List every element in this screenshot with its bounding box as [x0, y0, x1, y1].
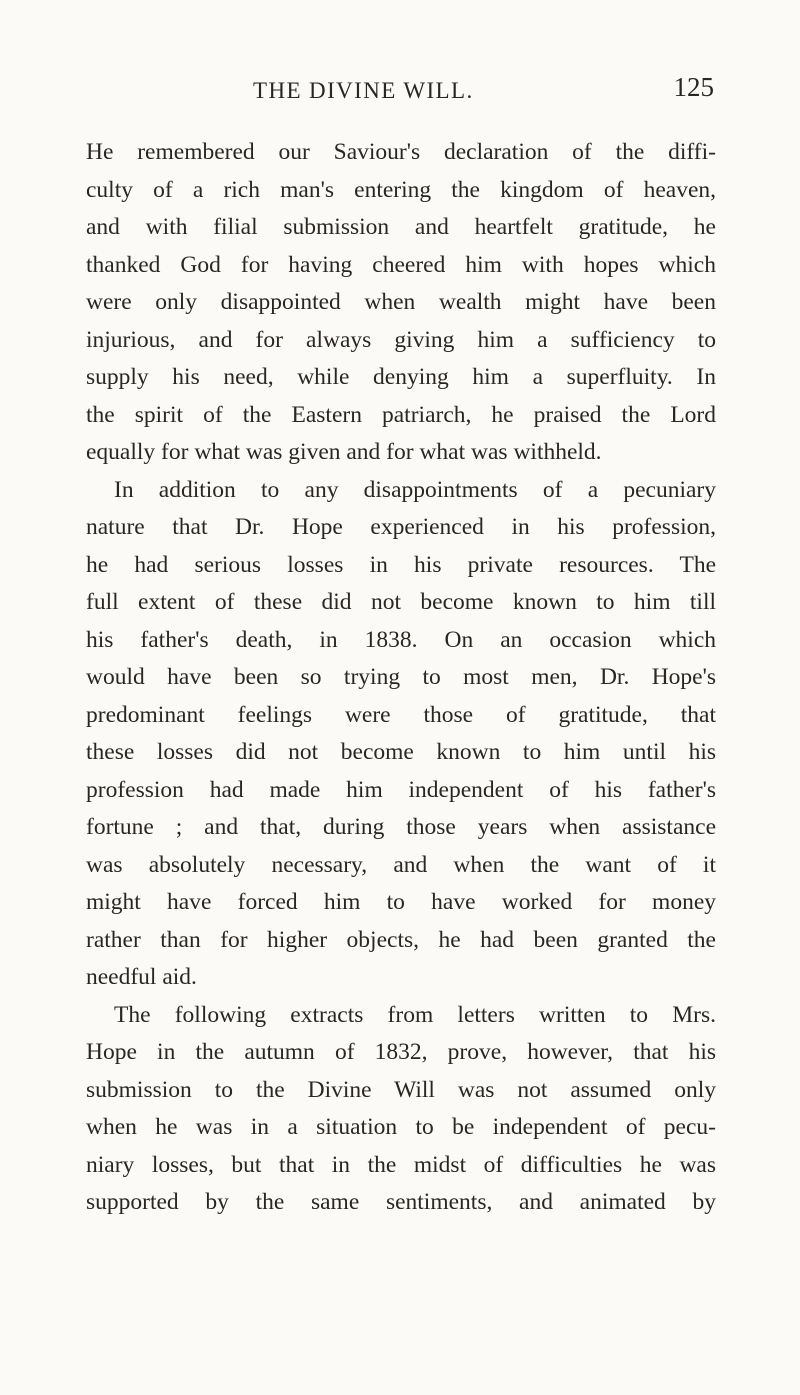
text-line: supply his need, while denying him a superfluity. In	[86, 364, 716, 390]
text-line: full extent of these did not become known to him till	[86, 589, 716, 615]
text-line: the spirit of the Eastern patriarch, he praised the Lord	[86, 401, 716, 428]
running-title: THE DIVINE WILL.	[253, 78, 474, 103]
text-line: needful aid.	[86, 964, 197, 990]
text-line: he had serious losses in his private resources. The	[86, 551, 716, 578]
text-line: thanked God for having cheered him with hopes which	[86, 251, 716, 278]
text-line: submission to the Divine Will was not assumed only	[86, 1076, 716, 1103]
text-line: injurious, and for always giving him a sufficiency to	[86, 326, 716, 353]
text-line: nature that Dr. Hope experienced in his profession,	[86, 514, 716, 540]
text-line: culty of a rich man's entering the kingdom of heaven,	[86, 176, 716, 203]
text-line: were only disappointed when wealth might have been	[86, 289, 716, 315]
text-line: equally for what was given and for what was withheld.	[86, 439, 602, 465]
text-line: Hope in the autumn of 1832, prove, however, that his	[86, 1039, 716, 1065]
text-line: would have been so trying to most men, Dr. Hope's	[86, 664, 716, 690]
text-line: his father's death, in 1838. On an occasion which	[86, 626, 716, 653]
text-line: The following extracts from letters written to Mrs.	[114, 1001, 716, 1028]
text-line: profession had made him independent of his father's	[86, 776, 716, 803]
text-line: and with filial submission and heartfelt gratitude, he	[86, 214, 716, 240]
text-line: was absolutely necessary, and when the want of it	[86, 851, 716, 878]
running-header	[0, 72, 800, 118]
text-line: predominant feelings were those of gratitude, that	[86, 701, 716, 728]
text-line: rather than for higher objects, he had been granted the	[86, 926, 716, 953]
text-line: fortune ; and that, during those years when assistance	[86, 814, 716, 840]
text-line: when he was in a situation to be independent of pecu-	[86, 1114, 716, 1140]
text-line: In addition to any disappointments of a pecuniary	[114, 476, 716, 503]
text-line: might have forced him to have worked for money	[86, 889, 716, 915]
page-number: 125	[673, 72, 714, 102]
body-text	[86, 134, 716, 1222]
text-line: He remembered our Saviour's declaration of the diffi-	[86, 139, 716, 165]
text-line: these losses did not become known to him until his	[86, 739, 716, 765]
text-line: supported by the same sentiments, and animated by	[86, 1189, 716, 1215]
text-line: niary losses, but that in the midst of difficulties he was	[86, 1151, 716, 1178]
